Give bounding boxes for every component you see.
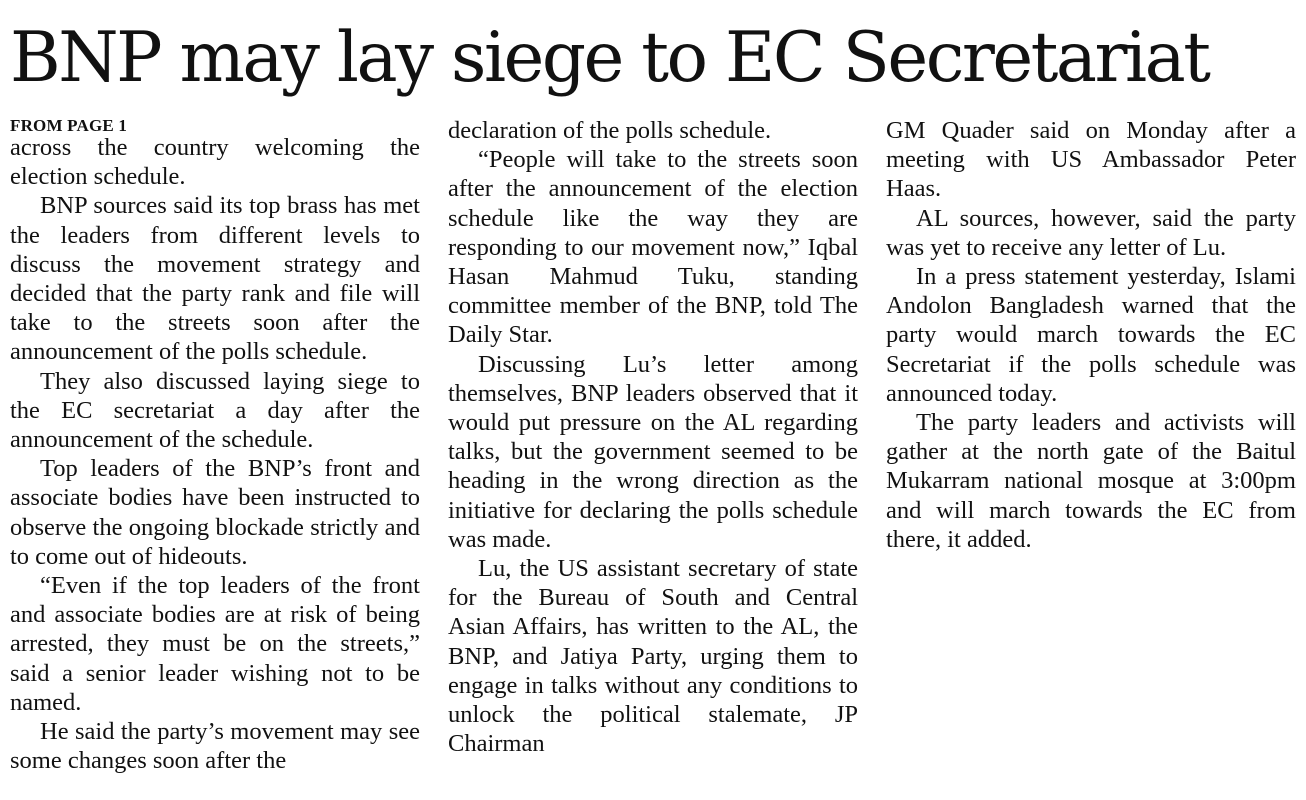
paragraph: Top leaders of the BNP’s front and associate bodies have been instructed to observe the ongoing blockade strictly and to come out of hideouts. (10, 455, 420, 570)
continuation-kicker: FROM PAGE 1 (10, 116, 128, 135)
headline: BNP may lay siege to EC Secretariat (10, 18, 1209, 98)
paragraph: They also discussed laying siege to the EC secretariat a day after the announcement of the schedule. (10, 367, 420, 454)
paragraph: In a press statement yesterday, Islami Andolon Bangladesh warned that the party would march towards the EC Secretariat if the polls schedule was announced today. (886, 263, 1296, 407)
paragraph: He said the party’s movement may see some changes soon after the (10, 718, 420, 775)
paragraph: AL sources, however, said the party was yet to receive any letter of Lu. (886, 204, 1296, 261)
paragraph: declaration of the polls schedule. (448, 117, 772, 144)
paragraph: “People will take to the streets soon after the announcement of the election schedule like the way they are responding to our movement now,” Iqbal Hasan Mahmud Tuku, standing committee member of the BNP, told The Daily Star. (448, 146, 858, 349)
paragraph: Discussing Lu’s letter among themselves, BNP leaders observed that it would put pressure on the AL regarding talks, but the government seemed to be heading in the wrong direction as the initiative for declaring the polls schedule was made. (448, 350, 858, 553)
paragraph: across the country welcoming the election schedule. (10, 134, 420, 191)
paragraph: Lu, the US assistant secretary of state for the Bureau of South and Central Asian Affairs, has written to the AL, the BNP, and Jatiya Party, urging them to engage in talks without any conditions to unlock the political stalemate, JP Chairman (448, 555, 858, 758)
paragraph: The party leaders and activists will gather at the north gate of the Baitul Mukarram national mosque at 3:00pm and will march towards the EC from there, it added. (886, 409, 1296, 553)
article-column-1 (10, 115, 420, 775)
paragraph: GM Quader said on Monday after a meeting with US Ambassador Peter Haas. (886, 117, 1296, 203)
article-column-2 (448, 116, 858, 758)
article-column-3 (886, 116, 1296, 554)
paragraph: BNP sources said its top brass has met the leaders from different levels to discuss the movement strategy and decided that the party rank and file will take to the streets soon after the announcement of the polls schedule. (10, 192, 420, 366)
paragraph: “Even if the top leaders of the front and associate bodies are at risk of being arrested, they must be on the streets,” said a senior leader wishing not to be named. (10, 572, 420, 716)
